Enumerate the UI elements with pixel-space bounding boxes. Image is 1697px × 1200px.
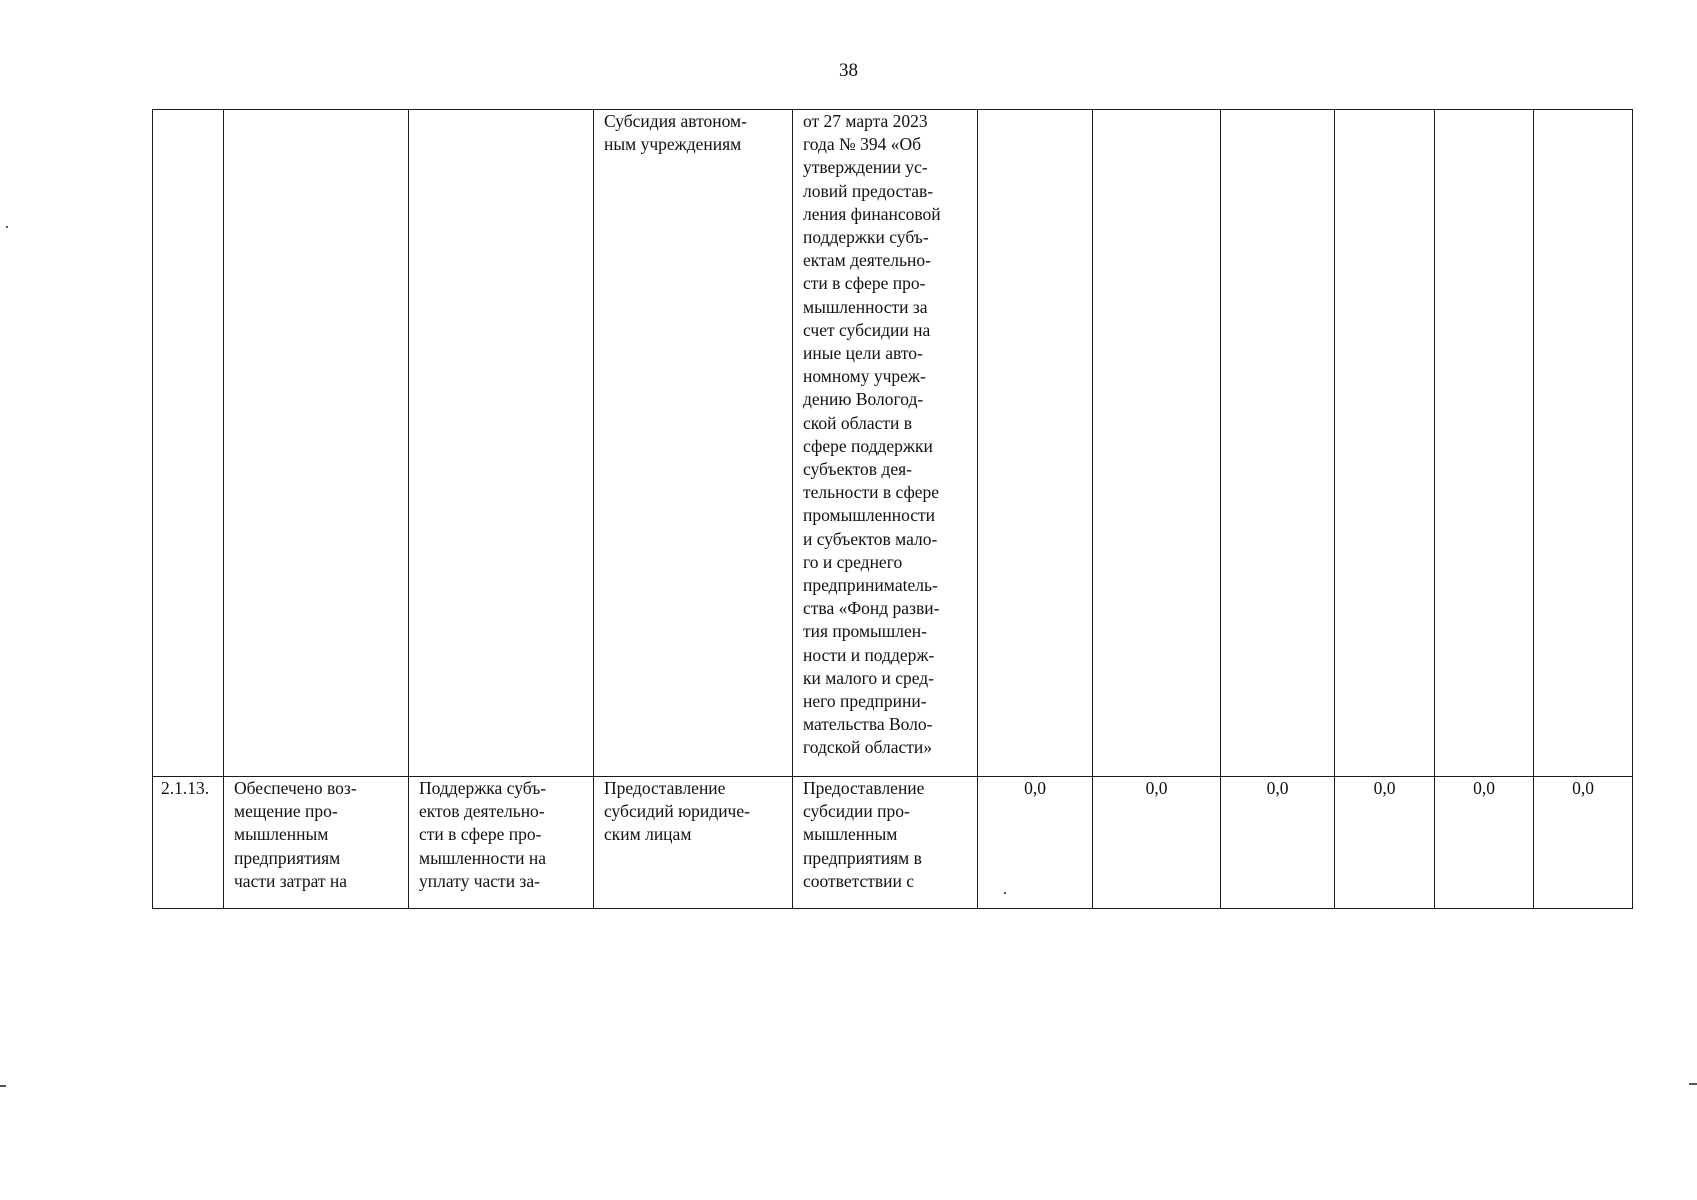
scan-mark [0,1085,6,1087]
cell-value-2: 0,0 [1093,777,1221,909]
page-number: 38 [839,60,858,81]
cell-basis: от 27 марта 2023 года № 394 «Об утверждении ус- ловий предостав- ления финансовой поддержки субъ- ектам деятельно- сти в сфере про- мышленности за счет субсидии на иные цели авто- номному учреж- дению Вологод- ской области в сфере поддержки субъектов дея- тельности в сфере промышленности и субъектов мало- го и среднего предпринимatель- ства «Фонд разви- тия промышлен- ности и поддерж- ки малого и сред- него предприни- мательства Воло- годской области» [793,110,978,777]
cell-value-6: 0,0 [1534,777,1633,909]
scan-mark [1004,892,1006,894]
cell-event: Поддержка субъ- ектов деятельно- сти в сфере про- мышленности на уплату части за- [409,777,594,909]
cell-value [1335,110,1435,777]
cell-event [409,110,594,777]
cell-value [978,110,1093,777]
scan-mark [1689,1083,1697,1085]
cell-value [1093,110,1221,777]
cell-type: Предоставление субсидий юридиче- ским лицам [594,777,793,909]
cell-number: 2.1.13. [153,777,224,909]
cell-value [1534,110,1633,777]
cell-value-3: 0,0 [1221,777,1335,909]
cell-value-5: 0,0 [1435,777,1534,909]
cell-result: Обеспечено воз- мещение про- мышленным предприятиям части затрат на [224,777,409,909]
cell-result [224,110,409,777]
table-row-2-1-13 [153,777,1633,909]
cell-value-4: 0,0 [1335,777,1435,909]
cell-value [1221,110,1335,777]
cell-value [1435,110,1534,777]
table-row-continuation [153,110,1633,777]
cell-type: Субсидия автоном- ным учреждениям [594,110,793,777]
program-table [152,109,1633,909]
cell-basis: Предоставление субсидии про- мышленным предприятиям в соответствии с [793,777,978,909]
scan-mark [6,226,8,228]
cell-number [153,110,224,777]
cell-value-1: 0,0 [978,777,1093,909]
